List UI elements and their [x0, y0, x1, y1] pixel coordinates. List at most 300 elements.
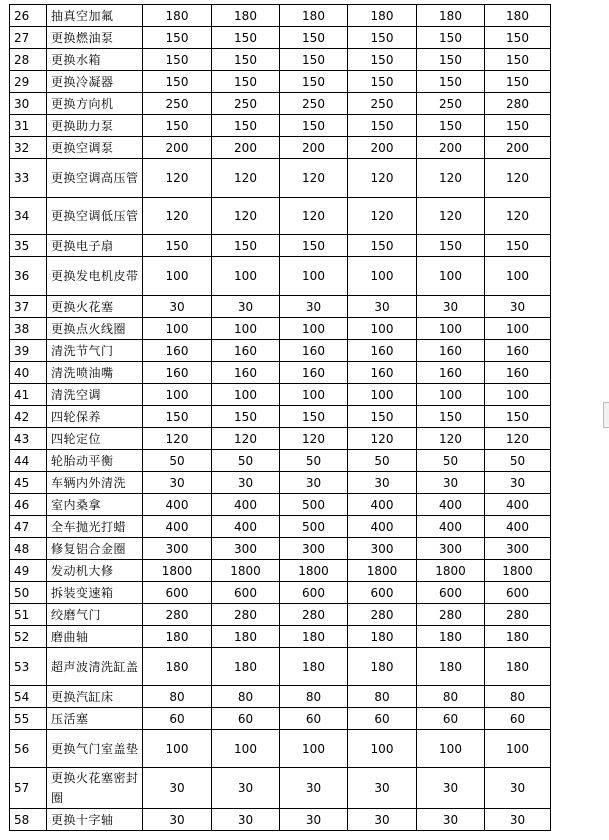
price-cell: 150	[348, 71, 417, 93]
service-name: 磨曲轴	[47, 626, 143, 648]
service-name: 更换空调低压管	[47, 198, 143, 235]
price-cell: 300	[280, 538, 348, 560]
price-cell: 120	[212, 428, 280, 450]
price-cell: 100	[485, 318, 551, 340]
price-cell: 200	[143, 137, 212, 159]
price-cell: 150	[212, 115, 280, 137]
price-cell: 80	[348, 686, 417, 708]
price-cell: 400	[212, 494, 280, 516]
price-cell: 150	[417, 115, 485, 137]
table-row	[10, 604, 551, 626]
price-cell: 30	[280, 296, 348, 318]
price-cell: 30	[212, 296, 280, 318]
row-number: 29	[10, 71, 47, 93]
price-cell: 30	[417, 768, 485, 809]
price-cell: 150	[143, 71, 212, 93]
price-cell: 1800	[417, 560, 485, 582]
service-name: 更换火花塞	[47, 296, 143, 318]
table-row	[10, 626, 551, 648]
price-cell: 30	[280, 472, 348, 494]
price-cell: 100	[280, 384, 348, 406]
table-row	[10, 809, 551, 831]
price-cell: 100	[143, 318, 212, 340]
price-cell: 100	[143, 257, 212, 296]
service-name: 更换方向机	[47, 93, 143, 115]
price-cell: 180	[280, 626, 348, 648]
price-cell: 100	[485, 730, 551, 768]
service-name: 超声波清洗缸盖	[47, 648, 143, 686]
table-row	[10, 450, 551, 472]
price-cell: 600	[348, 582, 417, 604]
price-cell: 150	[485, 406, 551, 428]
price-cell: 180	[280, 5, 348, 27]
price-cell: 280	[348, 604, 417, 626]
price-cell: 180	[143, 5, 212, 27]
service-name: 室内桑拿	[47, 494, 143, 516]
price-cell: 180	[348, 5, 417, 27]
service-name: 全车抛光打蜡	[47, 516, 143, 538]
table-row	[10, 384, 551, 406]
table-row	[10, 428, 551, 450]
price-cell: 120	[348, 198, 417, 235]
price-cell: 160	[348, 340, 417, 362]
price-cell: 200	[485, 137, 551, 159]
price-cell: 120	[417, 159, 485, 198]
row-number: 32	[10, 137, 47, 159]
price-cell: 30	[348, 296, 417, 318]
price-cell: 100	[417, 318, 485, 340]
price-cell: 600	[143, 582, 212, 604]
price-cell: 1800	[212, 560, 280, 582]
table-row	[10, 318, 551, 340]
table-row	[10, 27, 551, 49]
row-number: 34	[10, 198, 47, 235]
price-cell: 200	[212, 137, 280, 159]
price-cell: 80	[212, 686, 280, 708]
service-name: 发动机大修	[47, 560, 143, 582]
price-cell: 150	[485, 71, 551, 93]
row-number: 49	[10, 560, 47, 582]
price-cell: 150	[348, 406, 417, 428]
table-row	[10, 582, 551, 604]
price-cell: 100	[143, 384, 212, 406]
table-row	[10, 730, 551, 768]
price-cell: 100	[280, 318, 348, 340]
table-row	[10, 49, 551, 71]
price-cell: 30	[143, 768, 212, 809]
price-cell: 400	[417, 516, 485, 538]
price-cell: 180	[212, 626, 280, 648]
service-name: 更换十字轴	[47, 809, 143, 831]
price-cell: 300	[348, 538, 417, 560]
price-cell: 180	[212, 648, 280, 686]
price-cell: 150	[280, 49, 348, 71]
price-cell: 100	[212, 257, 280, 296]
row-number: 58	[10, 809, 47, 831]
table-row	[10, 362, 551, 384]
service-name: 轮胎动平衡	[47, 450, 143, 472]
service-name: 更换汽缸床	[47, 686, 143, 708]
service-name: 拆装变速箱	[47, 582, 143, 604]
price-cell: 150	[280, 27, 348, 49]
row-number: 38	[10, 318, 47, 340]
price-cell: 60	[417, 708, 485, 730]
price-cell: 30	[417, 472, 485, 494]
price-cell: 100	[417, 257, 485, 296]
price-cell: 50	[143, 450, 212, 472]
service-name: 清洗喷油嘴	[47, 362, 143, 384]
price-cell: 150	[212, 235, 280, 257]
price-cell: 400	[212, 516, 280, 538]
price-cell: 150	[212, 49, 280, 71]
price-cell: 150	[143, 27, 212, 49]
price-cell: 120	[280, 428, 348, 450]
price-cell: 160	[417, 340, 485, 362]
price-cell: 30	[143, 472, 212, 494]
price-cell: 1800	[280, 560, 348, 582]
price-cell: 100	[348, 318, 417, 340]
table-row	[10, 296, 551, 318]
price-cell: 160	[485, 340, 551, 362]
price-cell: 160	[212, 362, 280, 384]
price-cell: 30	[485, 296, 551, 318]
price-cell: 160	[212, 340, 280, 362]
row-number: 45	[10, 472, 47, 494]
price-cell: 150	[280, 406, 348, 428]
price-cell: 160	[348, 362, 417, 384]
price-cell: 150	[485, 27, 551, 49]
service-name: 更换空调泵	[47, 137, 143, 159]
row-number: 46	[10, 494, 47, 516]
price-cell: 500	[280, 516, 348, 538]
row-number: 57	[10, 768, 47, 809]
price-cell: 150	[212, 71, 280, 93]
row-number: 54	[10, 686, 47, 708]
service-name: 更换发电机皮带	[47, 257, 143, 296]
price-cell: 30	[212, 768, 280, 809]
price-cell: 150	[212, 406, 280, 428]
price-cell: 50	[348, 450, 417, 472]
price-cell: 150	[485, 49, 551, 71]
price-cell: 180	[417, 626, 485, 648]
price-cell: 60	[143, 708, 212, 730]
price-cell: 180	[485, 626, 551, 648]
table-row	[10, 5, 551, 27]
row-number: 28	[10, 49, 47, 71]
price-cell: 150	[280, 235, 348, 257]
price-cell: 180	[485, 5, 551, 27]
price-cell: 100	[280, 257, 348, 296]
price-cell: 600	[280, 582, 348, 604]
price-cell: 60	[348, 708, 417, 730]
price-cell: 150	[280, 115, 348, 137]
price-cell: 150	[212, 27, 280, 49]
price-cell: 400	[348, 516, 417, 538]
price-cell: 100	[417, 384, 485, 406]
service-name: 更换水箱	[47, 49, 143, 71]
price-cell: 120	[417, 198, 485, 235]
row-number: 52	[10, 626, 47, 648]
table-row	[10, 648, 551, 686]
price-cell: 100	[485, 384, 551, 406]
table-row	[10, 472, 551, 494]
table-row	[10, 71, 551, 93]
price-cell: 30	[485, 809, 551, 831]
price-cell: 30	[280, 768, 348, 809]
price-cell: 150	[417, 27, 485, 49]
price-cell: 200	[417, 137, 485, 159]
price-cell: 120	[143, 428, 212, 450]
row-number: 56	[10, 730, 47, 768]
price-cell: 400	[417, 494, 485, 516]
price-cell: 180	[280, 648, 348, 686]
price-cell: 280	[212, 604, 280, 626]
price-cell: 400	[485, 494, 551, 516]
side-resize-handle[interactable]	[603, 402, 609, 428]
row-number: 36	[10, 257, 47, 296]
price-cell: 30	[348, 768, 417, 809]
price-cell: 100	[348, 384, 417, 406]
price-cell: 120	[212, 198, 280, 235]
row-number: 26	[10, 5, 47, 27]
price-cell: 180	[485, 648, 551, 686]
price-cell: 150	[485, 235, 551, 257]
price-cell: 180	[417, 5, 485, 27]
service-name: 清洗节气门	[47, 340, 143, 362]
price-cell: 30	[417, 809, 485, 831]
price-cell: 100	[143, 730, 212, 768]
row-number: 40	[10, 362, 47, 384]
price-cell: 180	[212, 5, 280, 27]
price-cell: 300	[417, 538, 485, 560]
price-cell: 250	[417, 93, 485, 115]
price-cell: 50	[417, 450, 485, 472]
service-name: 更换点火线圈	[47, 318, 143, 340]
price-cell: 400	[143, 516, 212, 538]
table-body	[10, 5, 551, 831]
table-row	[10, 235, 551, 257]
price-cell: 30	[212, 472, 280, 494]
price-cell: 160	[143, 340, 212, 362]
price-cell: 1800	[143, 560, 212, 582]
price-cell: 400	[348, 494, 417, 516]
table-row	[10, 516, 551, 538]
service-name: 清洗空调	[47, 384, 143, 406]
price-cell: 150	[143, 235, 212, 257]
price-cell: 200	[348, 137, 417, 159]
price-cell: 100	[212, 318, 280, 340]
table-row	[10, 159, 551, 198]
price-cell: 120	[143, 198, 212, 235]
price-cell: 160	[143, 362, 212, 384]
price-cell: 80	[417, 686, 485, 708]
price-cell: 120	[280, 198, 348, 235]
price-cell: 150	[485, 115, 551, 137]
row-number: 27	[10, 27, 47, 49]
table-row	[10, 257, 551, 296]
price-cell: 180	[143, 648, 212, 686]
price-cell: 150	[348, 115, 417, 137]
price-cell: 150	[143, 49, 212, 71]
price-cell: 30	[280, 809, 348, 831]
price-cell: 100	[348, 730, 417, 768]
price-cell: 160	[485, 362, 551, 384]
price-cell: 250	[280, 93, 348, 115]
service-name: 修复铝合金圈	[47, 538, 143, 560]
price-cell: 150	[348, 27, 417, 49]
price-cell: 150	[417, 406, 485, 428]
table-row	[10, 494, 551, 516]
row-number: 33	[10, 159, 47, 198]
price-cell: 30	[348, 809, 417, 831]
table-row	[10, 538, 551, 560]
price-cell: 250	[143, 93, 212, 115]
price-cell: 1800	[348, 560, 417, 582]
price-cell: 150	[348, 235, 417, 257]
service-name: 四轮保养	[47, 406, 143, 428]
price-cell: 120	[348, 159, 417, 198]
row-number: 30	[10, 93, 47, 115]
price-table	[9, 4, 551, 831]
price-cell: 80	[485, 686, 551, 708]
price-cell: 120	[212, 159, 280, 198]
service-name: 抽真空加氟	[47, 5, 143, 27]
row-number: 43	[10, 428, 47, 450]
price-cell: 100	[485, 257, 551, 296]
row-number: 44	[10, 450, 47, 472]
price-cell: 150	[417, 49, 485, 71]
price-cell: 250	[348, 93, 417, 115]
price-cell: 160	[280, 340, 348, 362]
price-cell: 120	[485, 428, 551, 450]
table-row	[10, 137, 551, 159]
price-cell: 600	[485, 582, 551, 604]
price-cell: 100	[417, 730, 485, 768]
row-number: 37	[10, 296, 47, 318]
row-number: 42	[10, 406, 47, 428]
price-cell: 180	[143, 626, 212, 648]
price-cell: 30	[143, 296, 212, 318]
price-cell: 180	[417, 648, 485, 686]
service-name: 更换助力泵	[47, 115, 143, 137]
price-cell: 60	[212, 708, 280, 730]
price-cell: 1800	[485, 560, 551, 582]
row-number: 48	[10, 538, 47, 560]
price-cell: 400	[143, 494, 212, 516]
price-cell: 150	[417, 235, 485, 257]
service-name: 更换冷凝器	[47, 71, 143, 93]
price-cell: 30	[143, 809, 212, 831]
service-name: 车辆内外清洗	[47, 472, 143, 494]
price-cell: 150	[143, 406, 212, 428]
row-number: 39	[10, 340, 47, 362]
price-cell: 180	[348, 648, 417, 686]
row-number: 55	[10, 708, 47, 730]
price-cell: 160	[417, 362, 485, 384]
price-cell: 120	[143, 159, 212, 198]
price-cell: 60	[280, 708, 348, 730]
price-cell: 280	[485, 93, 551, 115]
price-cell: 120	[417, 428, 485, 450]
table-row	[10, 686, 551, 708]
price-cell: 600	[417, 582, 485, 604]
price-cell: 80	[143, 686, 212, 708]
price-cell: 100	[212, 730, 280, 768]
price-cell: 60	[485, 708, 551, 730]
price-cell: 500	[280, 494, 348, 516]
service-name: 压活塞	[47, 708, 143, 730]
price-cell: 120	[485, 198, 551, 235]
price-cell: 400	[485, 516, 551, 538]
price-cell: 120	[348, 428, 417, 450]
service-name: 更换火花塞密封圈	[47, 768, 143, 809]
service-name: 更换燃油泵	[47, 27, 143, 49]
price-cell: 250	[212, 93, 280, 115]
price-cell: 200	[280, 137, 348, 159]
price-cell: 150	[417, 71, 485, 93]
row-number: 53	[10, 648, 47, 686]
price-cell: 100	[348, 257, 417, 296]
row-number: 51	[10, 604, 47, 626]
table-row	[10, 115, 551, 137]
price-cell: 30	[485, 768, 551, 809]
service-name: 更换气门室盖垫	[47, 730, 143, 768]
price-cell: 50	[212, 450, 280, 472]
table-row	[10, 560, 551, 582]
price-cell: 120	[485, 159, 551, 198]
row-number: 35	[10, 235, 47, 257]
price-cell: 300	[485, 538, 551, 560]
price-cell: 150	[280, 71, 348, 93]
price-cell: 30	[417, 296, 485, 318]
price-cell: 80	[280, 686, 348, 708]
price-cell: 50	[280, 450, 348, 472]
row-number: 50	[10, 582, 47, 604]
price-cell: 150	[348, 49, 417, 71]
row-number: 47	[10, 516, 47, 538]
service-name: 绞磨气门	[47, 604, 143, 626]
row-number: 41	[10, 384, 47, 406]
price-cell: 180	[348, 626, 417, 648]
price-cell: 300	[143, 538, 212, 560]
price-cell: 280	[417, 604, 485, 626]
service-name: 更换空调高压管	[47, 159, 143, 198]
price-cell: 30	[212, 809, 280, 831]
table-row	[10, 708, 551, 730]
price-cell: 30	[348, 472, 417, 494]
table-row	[10, 406, 551, 428]
price-cell: 280	[143, 604, 212, 626]
price-cell: 100	[212, 384, 280, 406]
table-row	[10, 93, 551, 115]
price-cell: 280	[485, 604, 551, 626]
table-row	[10, 768, 551, 809]
price-cell: 280	[280, 604, 348, 626]
price-cell: 150	[143, 115, 212, 137]
price-cell: 30	[485, 472, 551, 494]
table-row	[10, 198, 551, 235]
price-cell: 120	[280, 159, 348, 198]
row-number: 31	[10, 115, 47, 137]
price-cell: 600	[212, 582, 280, 604]
price-cell: 300	[212, 538, 280, 560]
price-cell: 50	[485, 450, 551, 472]
table-row	[10, 340, 551, 362]
service-name: 更换电子扇	[47, 235, 143, 257]
price-cell: 100	[280, 730, 348, 768]
price-cell: 160	[280, 362, 348, 384]
service-name: 四轮定位	[47, 428, 143, 450]
